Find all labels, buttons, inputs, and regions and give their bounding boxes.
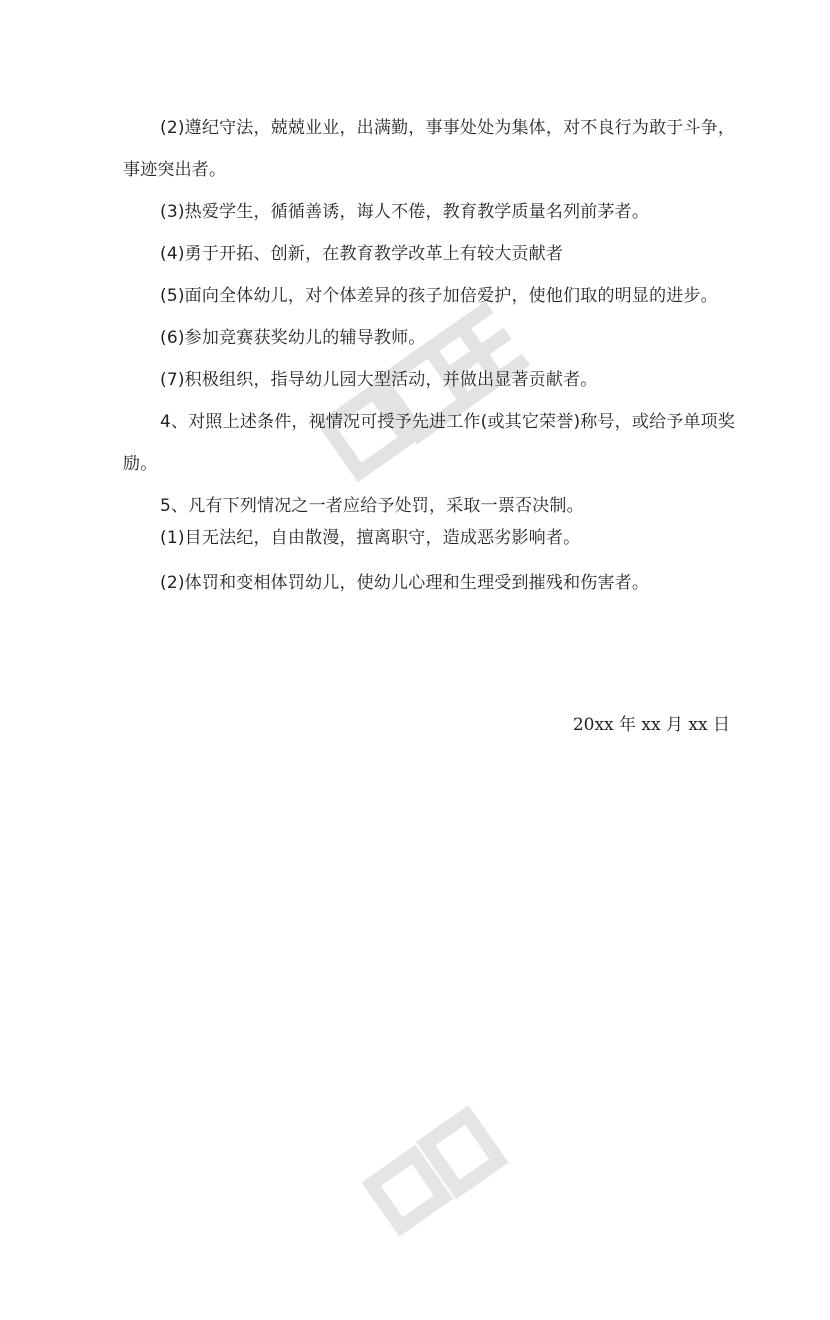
paragraph-line: (2)遵纪守法，兢兢业业，出满勤，事事处处为集体，对不良行为敢于斗争， — [160, 118, 736, 138]
watermark-logo-bottom — [355, 1060, 615, 1320]
paragraph-line: 事迹突出者。 — [123, 160, 227, 180]
paragraph-line: 励。 — [123, 454, 158, 474]
paragraph-line: (1)目无法纪，自由散漫，擅离职守，造成恶劣影响者。 — [160, 528, 581, 548]
paragraph-line: (2)体罚和变相体罚幼儿，使幼儿心理和生理受到摧残和伤害者。 — [160, 573, 650, 593]
paragraph-line: (6)参加竞赛获奖幼儿的辅导教师。 — [160, 328, 426, 348]
paragraph-line: (4)勇于开拓、创新，在教育教学改革上有较大贡献者 — [160, 244, 564, 264]
document-date: 20xx 年 xx 月 xx 日 — [572, 715, 730, 735]
paragraph-line: (3)热爱学生，循循善诱，诲人不倦，教育教学质量名列前茅者。 — [160, 202, 650, 222]
paragraph-line: (5)面向全体幼儿，对个体差异的孩子加倍爱护，使他们取的明显的进步。 — [160, 286, 718, 306]
paragraph-line: 5、凡有下列情况之一者应给予处罚，采取一票否决制。 — [160, 496, 584, 516]
paragraph-line: 4、对照上述条件，视情况可授予先进工作(或其它荣誉)称号，或给予单项奖 — [160, 412, 736, 432]
paragraph-line: (7)积极组织，指导幼儿园大型活动，并做出显著贡献者。 — [160, 370, 598, 390]
